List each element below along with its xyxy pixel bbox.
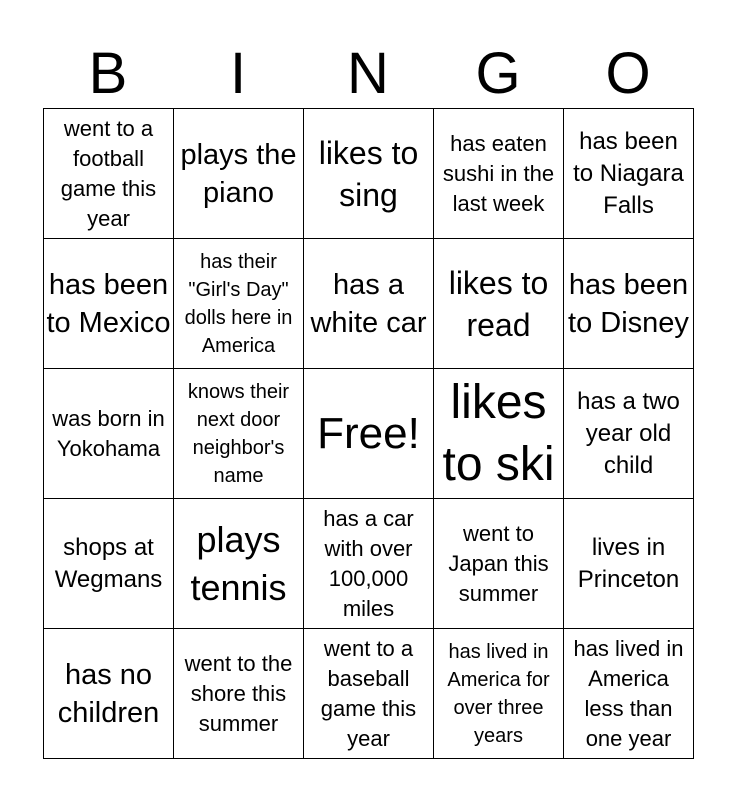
bingo-cell[interactable]: went to Japan this summer (434, 499, 564, 629)
bingo-cell[interactable]: has lived in America less than one year (564, 629, 694, 759)
bingo-cell[interactable]: was born in Yokohama (44, 369, 174, 499)
bingo-cell[interactable]: likes to read (434, 239, 564, 369)
bingo-cell[interactable]: went to the shore this summer (174, 629, 304, 759)
bingo-cell[interactable]: has a car with over 100,000 miles (304, 499, 434, 629)
header-letter-n: N (347, 41, 389, 106)
bingo-cell[interactable]: plays tennis (174, 499, 304, 629)
bingo-cell[interactable]: has eaten sushi in the last week (434, 109, 564, 239)
bingo-cell[interactable]: has been to Niagara Falls (564, 109, 694, 239)
bingo-cell[interactable]: went to a football game this year (44, 109, 174, 239)
bingo-cell[interactable]: has lived in America for over three years (434, 629, 564, 759)
bingo-cell[interactable]: plays the piano (174, 109, 304, 239)
free-space-cell[interactable]: Free! (304, 369, 434, 499)
bingo-cell[interactable]: has no children (44, 629, 174, 759)
bingo-board (43, 108, 694, 759)
header-letter-b: B (88, 41, 128, 106)
bingo-header (43, 40, 693, 108)
bingo-cell[interactable]: lives in Princeton (564, 499, 694, 629)
header-letter-o: O (605, 41, 651, 106)
bingo-cell[interactable]: knows their next door neighbor's name (174, 369, 304, 499)
bingo-cell[interactable]: has a two year old child (564, 369, 694, 499)
bingo-cell[interactable]: likes to sing (304, 109, 434, 239)
board-row (44, 499, 694, 629)
board-row (44, 629, 694, 759)
bingo-cell[interactable]: shops at Wegmans (44, 499, 174, 629)
header-letter-i: I (229, 41, 247, 106)
header-letter-g: G (475, 41, 521, 106)
bingo-cell[interactable]: has a white car (304, 239, 434, 369)
bingo-cell[interactable]: likes to ski (434, 369, 564, 499)
bingo-cell[interactable]: has their "Girl's Day" dolls here in America (174, 239, 304, 369)
bingo-cell[interactable]: has been to Disney (564, 239, 694, 369)
board-row (44, 369, 694, 499)
bingo-cell[interactable]: went to a baseball game this year (304, 629, 434, 759)
board-row (44, 239, 694, 369)
bingo-cell[interactable]: has been to Mexico (44, 239, 174, 369)
board-row (44, 109, 694, 239)
